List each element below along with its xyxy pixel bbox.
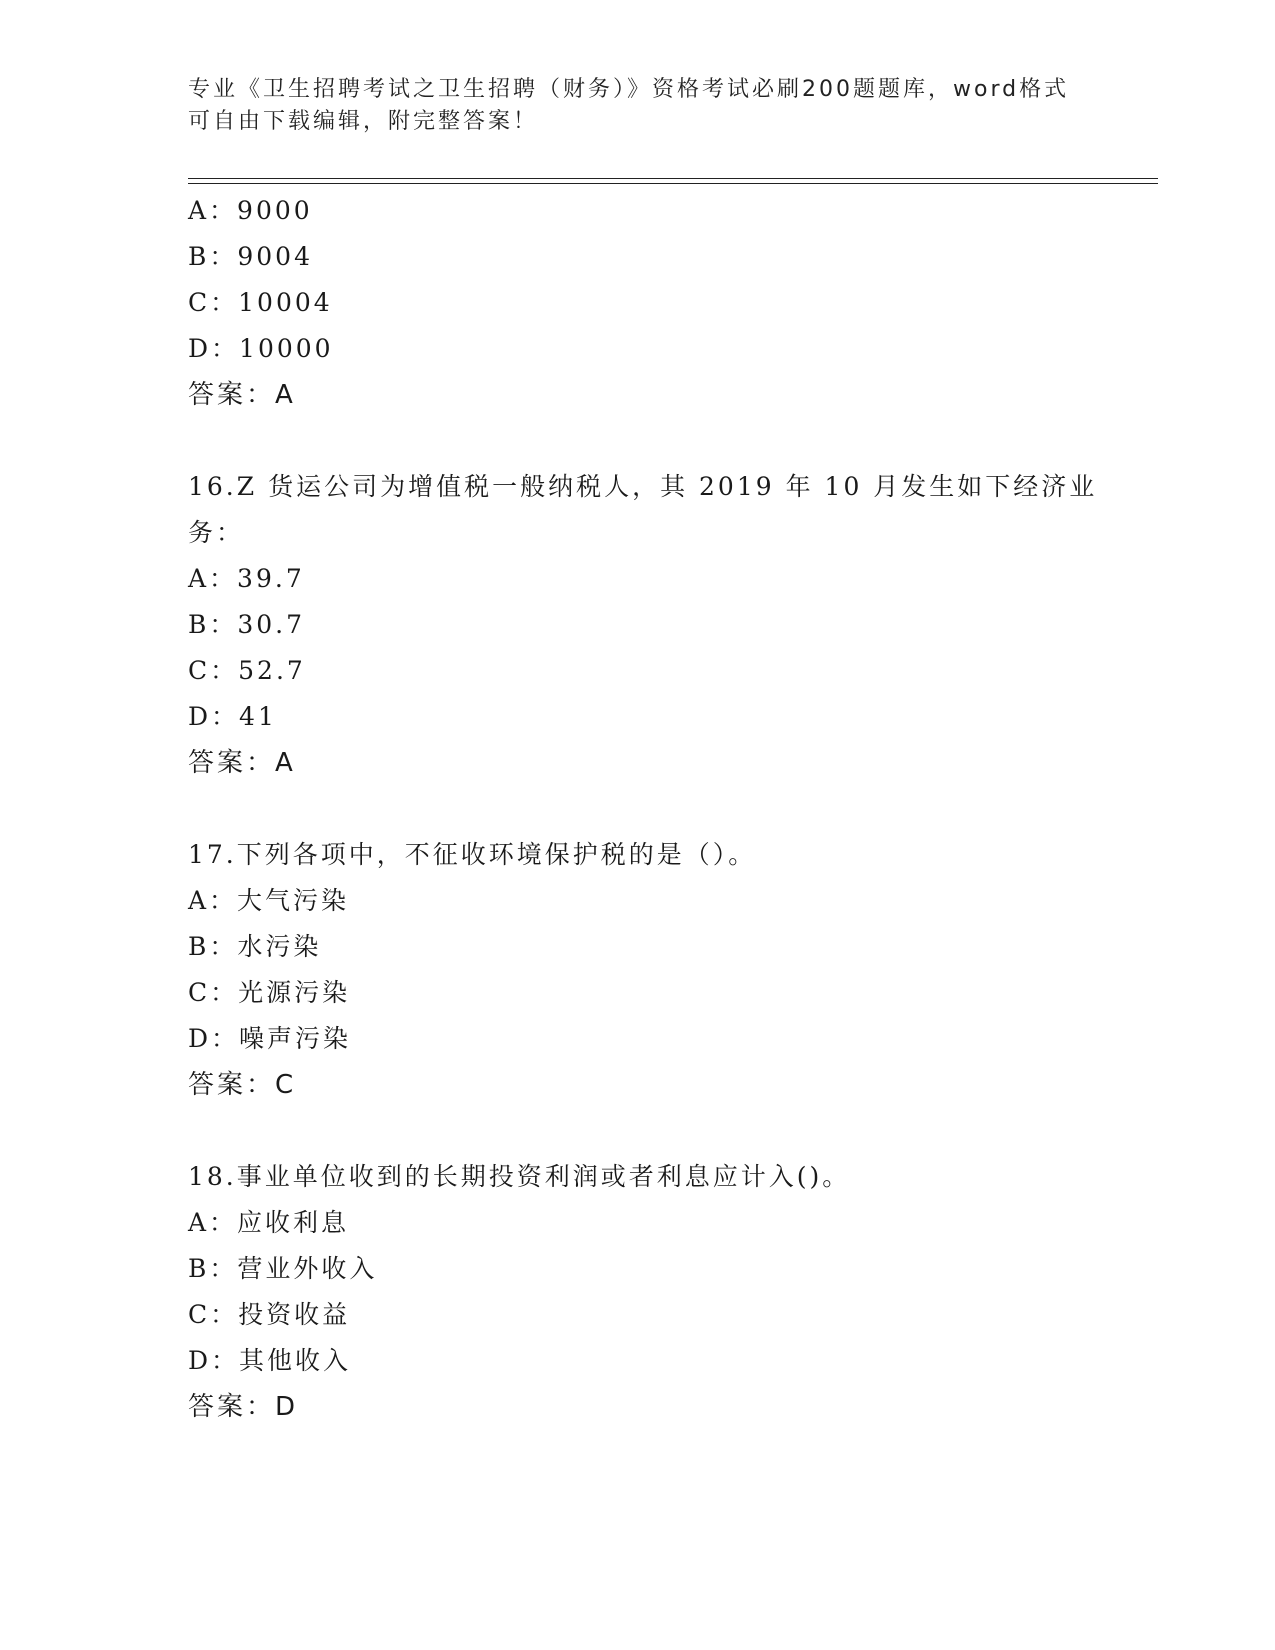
option-d: D：41 xyxy=(188,702,277,731)
option-b: B：9004 xyxy=(188,242,313,271)
option-b: B：30.7 xyxy=(188,610,306,639)
option-d: D：噪声污染 xyxy=(188,1024,352,1053)
option-c: C：光源污染 xyxy=(188,978,351,1007)
answer: 答案：D xyxy=(188,1392,299,1422)
question-18 xyxy=(188,1154,1148,1430)
header-rule-top xyxy=(188,178,1158,179)
question-15 xyxy=(188,188,1148,418)
question-stem: 16.Z 货运公司为增值税一般纳税人，其 2019 年 10 月发生如下经济业 xyxy=(188,472,1098,501)
option-b: B：水污染 xyxy=(188,932,322,961)
option-d: D：10000 xyxy=(188,334,334,363)
option-a: A：应收利息 xyxy=(188,1208,350,1237)
option-c: C：10004 xyxy=(188,288,333,317)
header-line-2: 可自由下载编辑，附完整答案！ xyxy=(188,109,539,134)
option-c: C：投资收益 xyxy=(188,1300,351,1329)
question-stem-continued: 务： xyxy=(188,518,245,547)
answer: 答案：A xyxy=(188,748,296,778)
spacer xyxy=(188,418,1148,464)
option-c: C：52.7 xyxy=(188,656,306,685)
answer: 答案：C xyxy=(188,1070,297,1100)
question-16 xyxy=(188,464,1148,786)
header-line-1: 专业《卫生招聘考试之卫生招聘（财务）》资格考试必刷200题题库，word格式 xyxy=(188,77,1070,102)
option-b: B：营业外收入 xyxy=(188,1254,378,1283)
answer: 答案：A xyxy=(188,380,296,410)
question-17 xyxy=(188,832,1148,1108)
option-d: D：其他收入 xyxy=(188,1346,352,1375)
question-stem: 18.事业单位收到的长期投资利润或者利息应计入()。 xyxy=(188,1162,851,1191)
option-a: A：大气污染 xyxy=(188,886,350,915)
question-list xyxy=(188,188,1148,1430)
spacer xyxy=(188,1108,1148,1154)
document-header xyxy=(188,74,1068,138)
option-a: A：9000 xyxy=(188,196,313,225)
header-rule-bottom xyxy=(188,183,1158,184)
option-a: A：39.7 xyxy=(188,564,305,593)
question-stem: 17.下列各项中，不征收环境保护税的是（）。 xyxy=(188,840,757,869)
spacer xyxy=(188,786,1148,832)
